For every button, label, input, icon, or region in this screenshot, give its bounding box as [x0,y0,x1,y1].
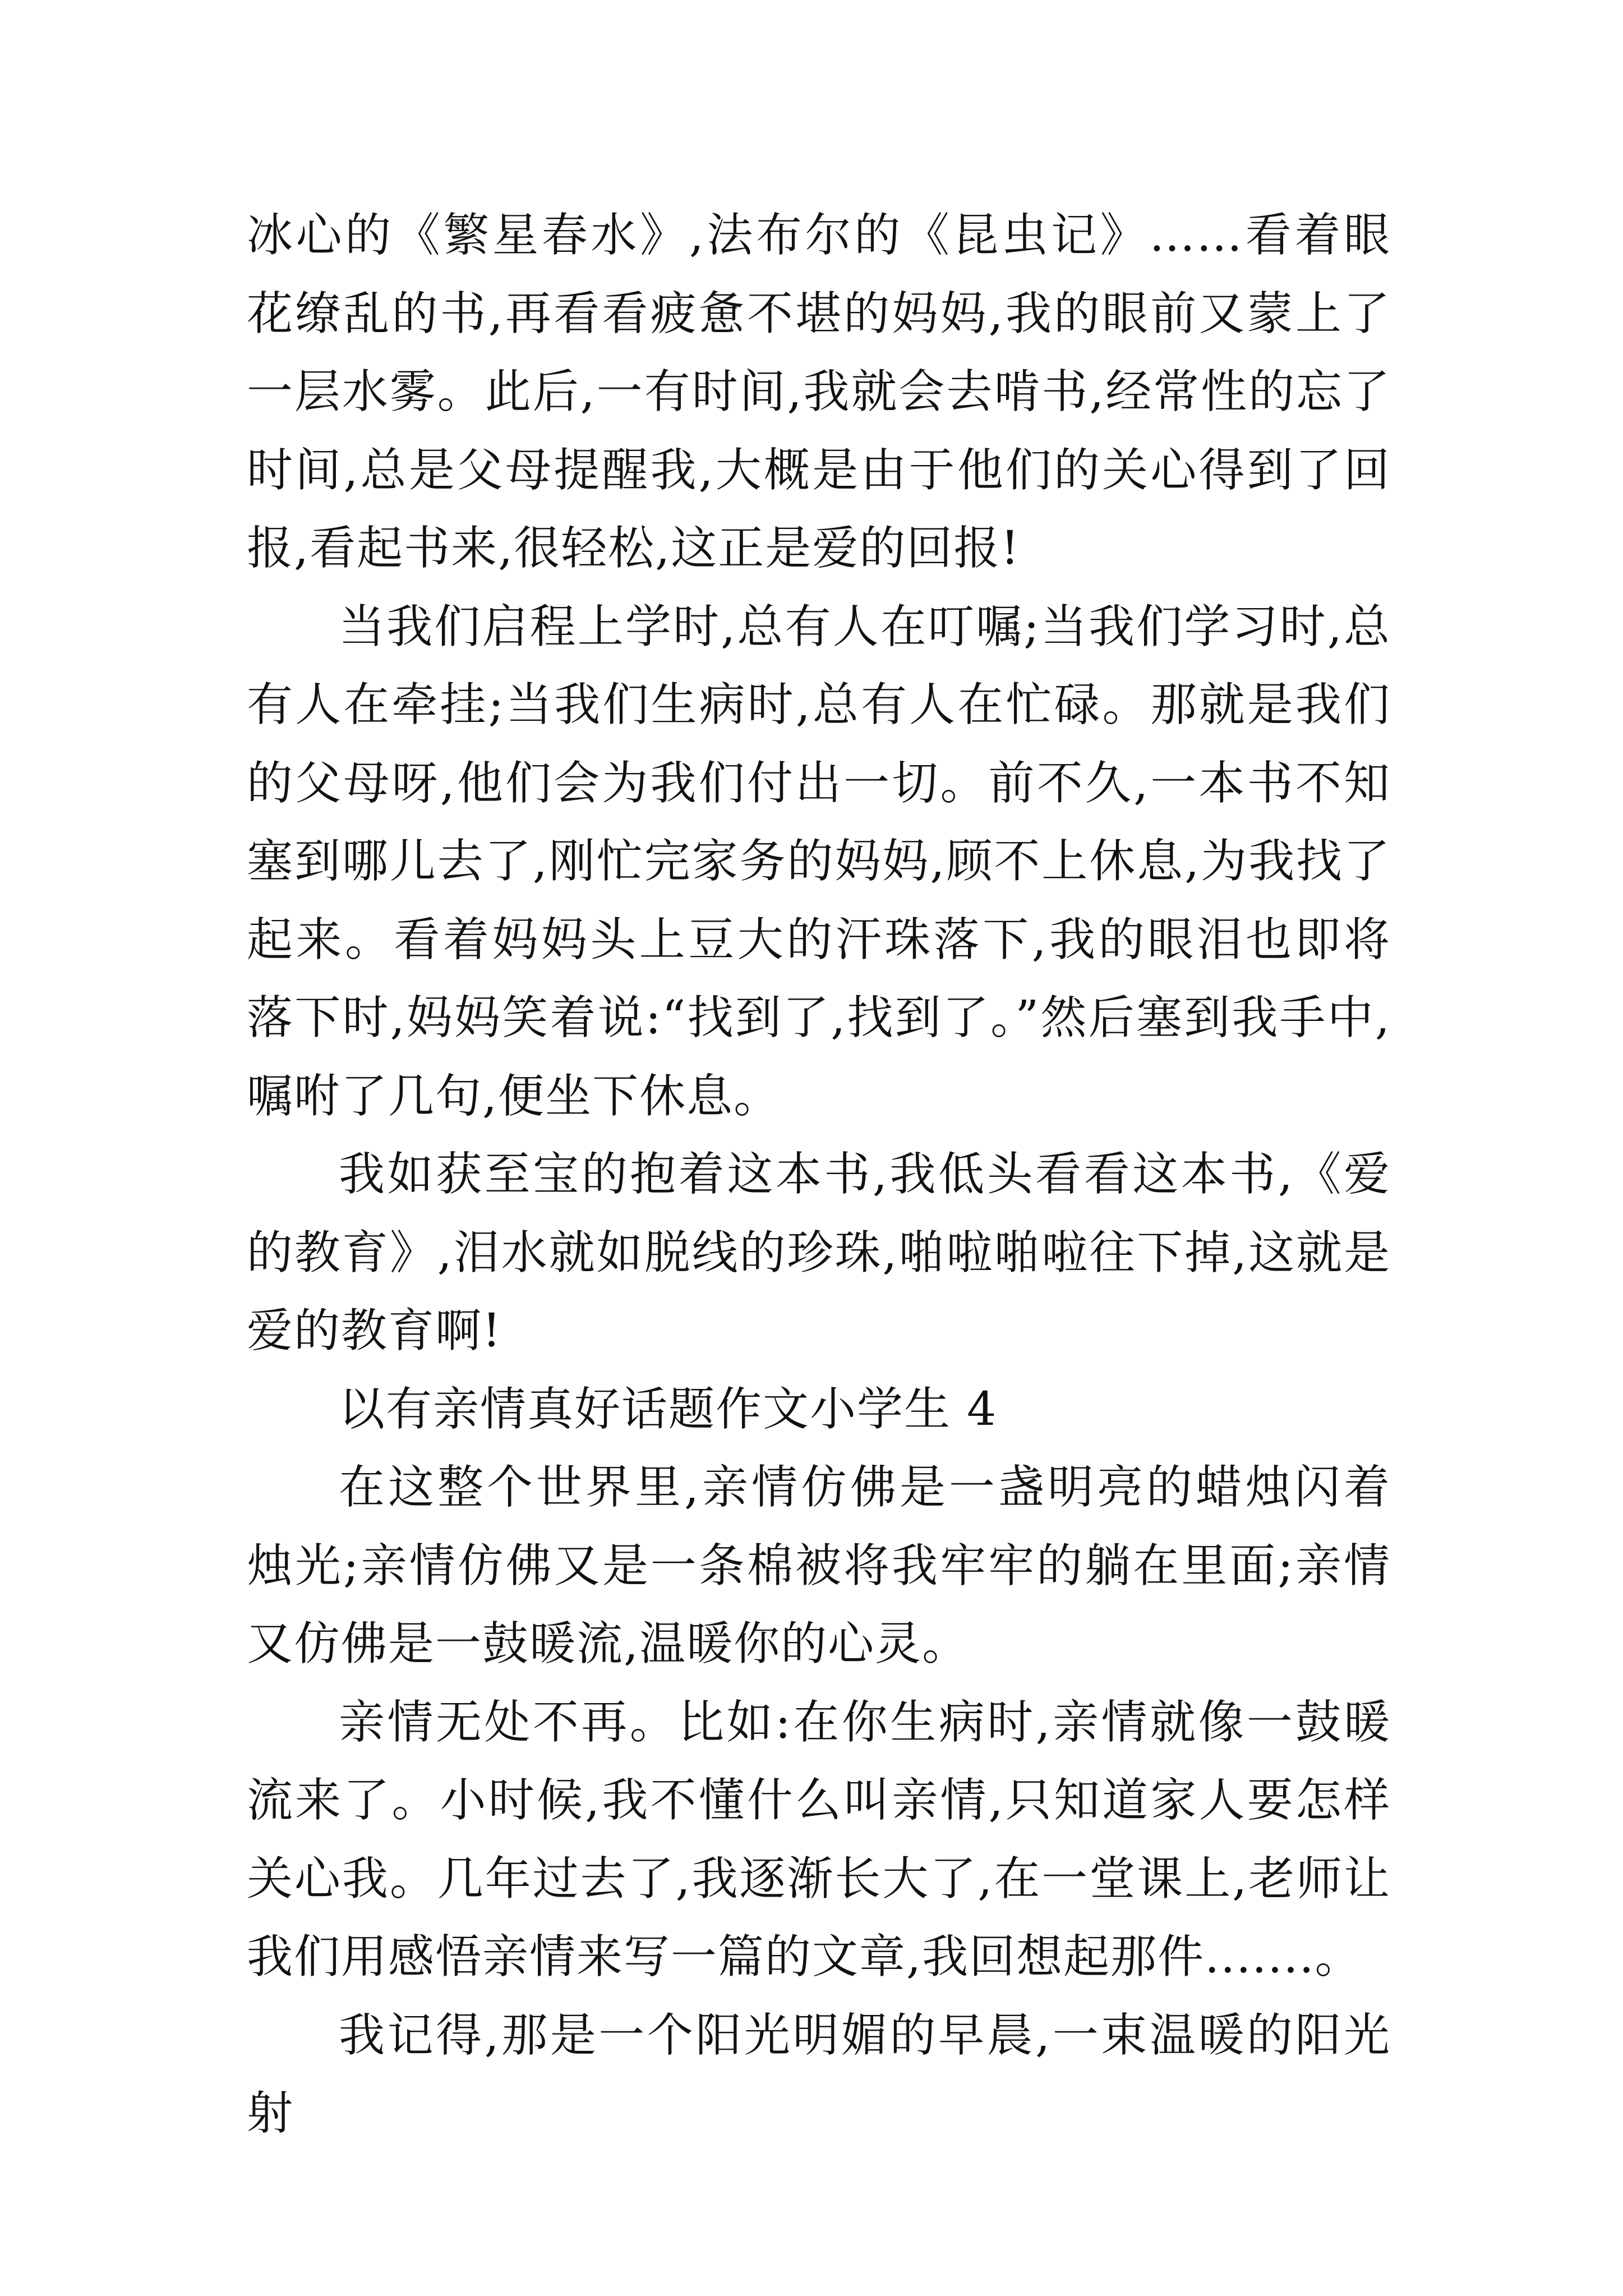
paragraph: 我如获至宝的抱着这本书,我低头看看这本书,《爱的教育》,泪水就如脱线的珍珠,啪啦啪啦往下掉,这就是爱的教育啊! [247,1148,1391,1358]
paragraph: 在这整个世界里,亲情仿佛是一盏明亮的蜡烛闪着烛光;亲情仿佛又是一条棉被将我牢牢的躺在里面;亲情又仿佛是一鼓暖流,温暖你的心灵。 [247,1461,1391,1671]
section-heading: 以有亲情真好话题作文小学生 4 [339,1382,998,1436]
document-body [247,196,1391,2153]
paragraph: 冰心的《繁星春水》,法布尔的《昆虫记》……看着眼花缭乱的书,再看看疲惫不堪的妈妈,我的眼前又蒙上了一层水雾。此后,一有时间,我就会去啃书,经常性的忘了时间,总是父母提醒我,大概是由于他们的关心得到了回报,看起书来,很轻松,这正是爱的回报! [247,209,1391,575]
paragraph: 亲情无处不再。比如:在你生病时,亲情就像一鼓暖流来了。小时候,我不懂什么叫亲情,只知道家人要怎样关心我。几年过去了,我逐渐长大了,在一堂课上,老师让我们用感悟亲情来写一篇的文章,我回想起那件.......。 [247,1695,1391,1984]
paragraph: 当我们启程上学时,总有人在叮嘱;当我们学习时,总有人在牵挂;当我们生病时,总有人在忙碌。那就是我们的父母呀,他们会为我们付出一切。前不久,一本书不知塞到哪儿去了,刚忙完家务的妈妈,顾不上休息,为我找了起来。看着妈妈头上豆大的汗珠落下,我的眼泪也即将落下时,妈妈笑着说:“找到了,找到了。”然后塞到我手中,嘱咐了几句,便坐下休息。 [247,600,1391,1123]
paragraph: 我记得,那是一个阳光明媚的早晨,一束温暖的阳光射 [247,2008,1391,2140]
